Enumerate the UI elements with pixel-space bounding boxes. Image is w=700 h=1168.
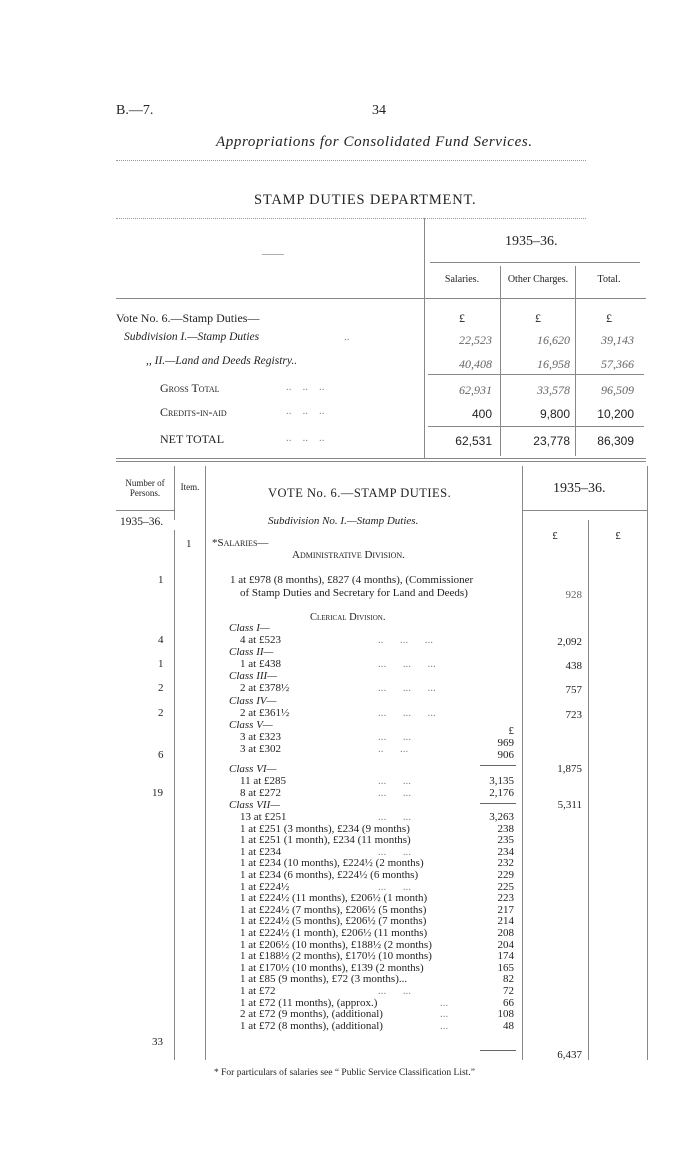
- class-line-value: 66: [503, 997, 514, 1009]
- document-code: B.—7.: [116, 103, 154, 118]
- class-line-value: 174: [497, 950, 514, 962]
- class-label: Class II—: [229, 646, 274, 658]
- class-line: 1 at £170½ (10 months), £139 (2 months): [240, 962, 424, 974]
- summary-total: 10,200: [597, 407, 634, 421]
- class-subtotal: 5,311: [557, 799, 582, 811]
- rule: [116, 160, 586, 161]
- department-title: STAMP DUTIES DEPARTMENT.: [254, 192, 477, 208]
- class-line-value: 108: [497, 1008, 514, 1020]
- pound-sign: £: [535, 311, 541, 325]
- gross-total-label: Gross Total: [160, 381, 220, 395]
- class-line: 1 at £234 (10 months), £224½ (2 months): [240, 857, 424, 869]
- class-line-value: 48: [503, 1020, 514, 1032]
- class-amount: 757: [565, 684, 582, 696]
- class-line-value: 165: [497, 962, 514, 974]
- running-title: Appropriations for Consolidated Fund Services.: [216, 134, 533, 150]
- class-amount: 2,092: [557, 636, 582, 648]
- class-persons: 2: [158, 682, 164, 694]
- leader: ... ...: [378, 811, 411, 823]
- class-persons: 33: [152, 1036, 163, 1048]
- leader: ... ...: [378, 881, 411, 893]
- class-amount: 723: [565, 709, 582, 721]
- col-other-charges: Other Charges.: [507, 274, 569, 285]
- class-line-value: 217: [497, 904, 514, 916]
- class-line-value: 82: [503, 973, 514, 985]
- summary-other: 33,578: [537, 383, 570, 397]
- class-persons: 4: [158, 634, 164, 646]
- class-label: Class VI—: [229, 763, 277, 775]
- class-line: 1 at £224½: [240, 881, 290, 893]
- summary-year: 1935–36.: [505, 234, 558, 249]
- admin-text: of Stamp Duties and Secretary for Land and Deeds): [240, 587, 468, 599]
- class-line: 1 at £72 (8 months), (additional): [240, 1020, 383, 1032]
- leader: ..: [344, 331, 350, 343]
- class-line-value: 232: [497, 857, 514, 869]
- summary-salaries: 62,931: [459, 383, 492, 397]
- year-left: 1935–36.: [120, 516, 164, 528]
- leader: ... ...: [378, 775, 411, 787]
- year-right: 1935–36.: [553, 481, 606, 496]
- summary-total: 96,509: [601, 383, 634, 397]
- pound-sign: £: [508, 725, 514, 737]
- class-line: 1 at £85 (9 months), £72 (3 months)...: [240, 973, 408, 985]
- class-line-value: 229: [497, 869, 514, 881]
- class-line-value: 214: [497, 915, 514, 927]
- summary-other: 9,800: [539, 407, 570, 421]
- summary-salaries: 22,523: [459, 333, 492, 347]
- summary-salaries: 400: [471, 407, 492, 421]
- class-line-value: 72: [503, 985, 514, 997]
- admin-amount: 928: [565, 589, 582, 601]
- class-line-value: 225: [497, 881, 514, 893]
- leader: ...: [440, 1008, 449, 1020]
- dash: ——: [262, 248, 284, 260]
- col-total: Total.: [597, 274, 621, 285]
- admin-persons: 1: [158, 574, 164, 586]
- leader: .. .. ..: [286, 432, 325, 444]
- class-line-value: 238: [497, 823, 514, 835]
- class-persons: 6: [158, 749, 164, 761]
- class-line: 1 at £72 (11 months), (approx.): [240, 997, 378, 1009]
- class-label: Class V—: [229, 719, 273, 731]
- summary-other: 16,620: [537, 333, 570, 347]
- credits-in-aid-label: Credits-in-aid: [160, 405, 227, 419]
- pound-sign: £: [552, 530, 558, 542]
- leader: ... ... ...: [378, 658, 436, 670]
- leader: ... ...: [378, 846, 411, 858]
- class-line: 1 at £234: [240, 846, 281, 858]
- col-number-of-persons: Number of Persons.: [125, 478, 165, 498]
- footnote: * For particulars of salaries see “ Public Service Classification List.”: [214, 1068, 475, 1078]
- col-item: Item.: [180, 482, 200, 492]
- summary-other: 16,958: [537, 357, 570, 371]
- class-persons: 2: [158, 707, 164, 719]
- class-line-value: 2,176: [489, 787, 514, 799]
- class-label: Class I—: [229, 622, 270, 634]
- class-line: 11 at £285: [240, 775, 287, 787]
- summary-total: 39,143: [601, 333, 634, 347]
- leader: ...: [440, 1020, 449, 1032]
- class-line-value: 906: [497, 749, 514, 761]
- class-line: 1 at £438: [240, 658, 281, 670]
- leader: ... ... ...: [378, 707, 436, 719]
- leader: .. .. ..: [286, 381, 325, 393]
- leader: ... ...: [378, 731, 411, 743]
- class-line: 1 at £251 (1 month), £234 (11 months): [240, 834, 411, 846]
- class-label: Class IV—: [229, 695, 277, 707]
- summary-total: 57,366: [601, 357, 634, 371]
- page-number: 34: [372, 103, 386, 118]
- class-line: 1 at £224½ (11 months), £206½ (1 month): [240, 892, 428, 904]
- class-line: 1 at £206½ (10 months), £188½ (2 months): [240, 939, 432, 951]
- pound-sign: £: [615, 530, 621, 542]
- class-line: 8 at £272: [240, 787, 281, 799]
- leader: ...: [440, 997, 449, 1009]
- class-line-value: 235: [497, 834, 514, 846]
- class-persons: 1: [158, 658, 164, 670]
- summary-row-label: ,, II.—Land and Deeds Registry..: [146, 355, 298, 367]
- class-line: 2 at £72 (9 months), (additional): [240, 1008, 383, 1020]
- leader: ... ...: [378, 787, 411, 799]
- class-amount: 438: [565, 660, 582, 672]
- summary-row-label: Subdivision I.—Stamp Duties: [124, 331, 260, 343]
- class-line-value: 234: [497, 846, 514, 858]
- vote-title: VOTE No. 6.—STAMP DUTIES.: [268, 486, 452, 500]
- class-line-value: 3,135: [489, 775, 514, 787]
- class-line-value: 208: [497, 927, 514, 939]
- class-line-value: 204: [497, 939, 514, 951]
- class-line: 2 at £361½: [240, 707, 290, 719]
- class-line: 1 at £251 (3 months), £234 (9 months): [240, 823, 410, 835]
- subdivision-subtitle: Subdivision No. I.—Stamp Duties.: [268, 515, 419, 527]
- class-label: Class VII—: [229, 799, 281, 811]
- class-line: 13 at £251: [240, 811, 287, 823]
- class-line-value: 3,263: [489, 811, 514, 823]
- item-number: 1: [186, 538, 192, 550]
- col-salaries: Salaries.: [444, 274, 480, 285]
- class-line: 1 at £72: [240, 985, 276, 997]
- class-line: 1 at £224½ (7 months), £206½ (5 months): [240, 904, 427, 916]
- leader: ... ...: [378, 985, 411, 997]
- summary-salaries: 40,408: [459, 357, 492, 371]
- class-line: 3 at £323: [240, 731, 281, 743]
- class-line: 1 at £224½ (5 months), £206½ (7 months): [240, 915, 427, 927]
- salaries-heading: *Salaries—: [212, 537, 269, 549]
- clerical-division: Clerical Division.: [310, 612, 386, 623]
- class-line: 1 at £234 (6 months), £224½ (6 months): [240, 869, 419, 881]
- leader: .. ...: [378, 743, 409, 755]
- class-line: 1 at £224½ (1 month), £206½ (11 months): [240, 927, 428, 939]
- summary-salaries: 62,531: [455, 434, 492, 448]
- vote-label: Vote No. 6.—Stamp Duties—: [116, 311, 260, 325]
- admin-text: 1 at £978 (8 months), £827 (4 months), (Commissioner: [230, 574, 474, 586]
- class-line: 4 at £523: [240, 634, 281, 646]
- leader: ... ... ...: [378, 682, 436, 694]
- class-persons: 19: [152, 787, 163, 799]
- class-subtotal: 1,875: [557, 763, 582, 775]
- leader: .. .. ..: [286, 405, 325, 417]
- class-label: Class III—: [229, 670, 277, 682]
- net-total-label: NET TOTAL: [160, 432, 225, 446]
- leader: .. ... ...: [378, 634, 433, 646]
- class-line: 2 at £378½: [240, 682, 290, 694]
- class-line-value: 223: [497, 892, 514, 904]
- class-subtotal: 6,437: [557, 1049, 582, 1061]
- class-line-value: 969: [497, 737, 514, 749]
- class-line: 3 at £302: [240, 743, 281, 755]
- class-line: 1 at £188½ (2 months), £170½ (10 months): [240, 950, 432, 962]
- admin-division: Administrative Division.: [292, 549, 405, 561]
- pound-sign: £: [459, 311, 465, 325]
- pound-sign: £: [606, 311, 612, 325]
- summary-total: 86,309: [597, 434, 634, 448]
- summary-other: 23,778: [533, 434, 570, 448]
